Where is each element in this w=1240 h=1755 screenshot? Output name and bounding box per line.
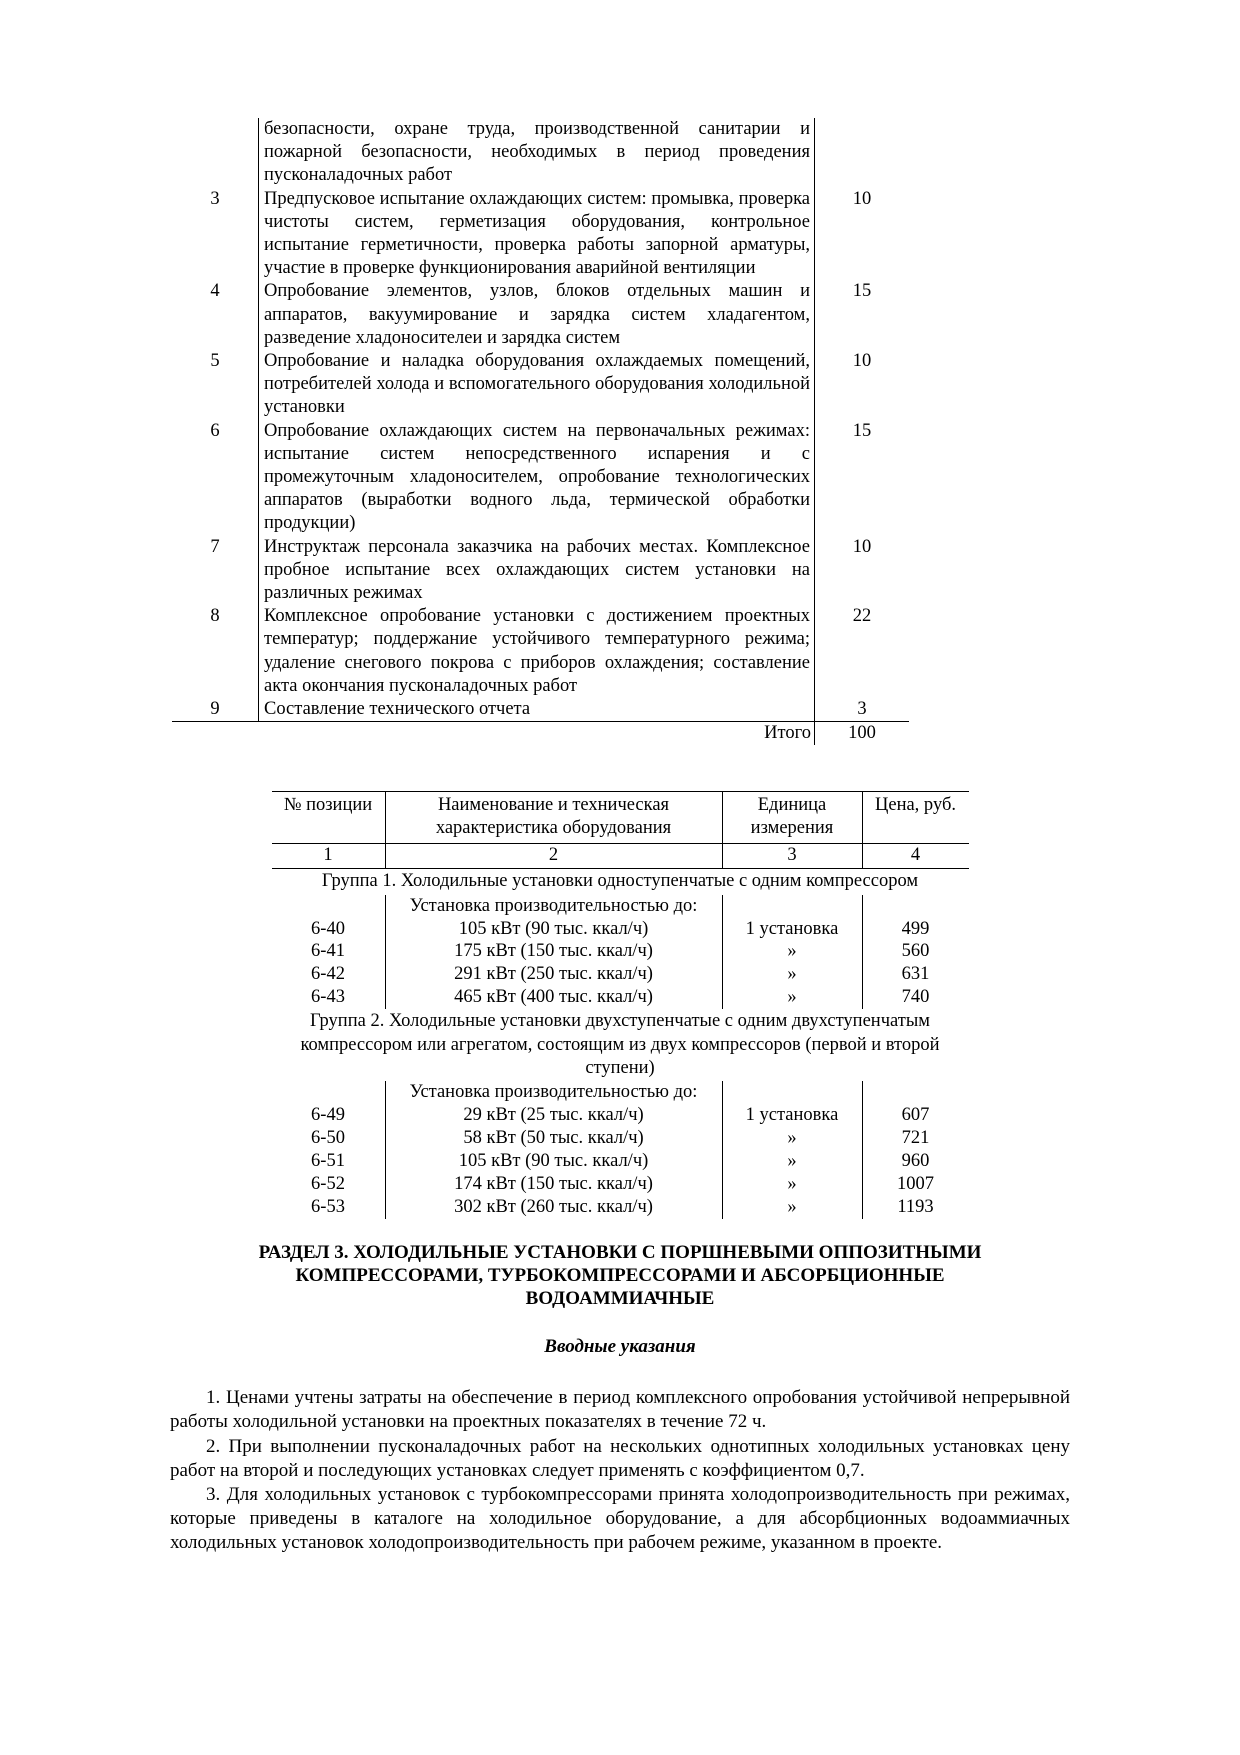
empty-cell xyxy=(272,895,386,918)
table2-header-row xyxy=(272,792,969,844)
table-row xyxy=(172,536,909,606)
column-number-1: 1 xyxy=(272,844,386,869)
equipment-name: 175 кВт (150 тыс. ккал/ч) xyxy=(385,940,722,963)
row-value xyxy=(815,118,910,188)
row-number: 3 xyxy=(172,188,259,281)
unit-of-measure: » xyxy=(722,1173,862,1196)
unit-of-measure: » xyxy=(722,986,862,1009)
position-code: 6-49 xyxy=(272,1104,386,1127)
table1-body xyxy=(172,118,909,745)
price-table-wrapper xyxy=(170,791,1070,1218)
row-description: Инструктаж персонала заказчика на рабочих местах. Комплексное пробное испытание всех охлаждающих систем установки на различных режимах xyxy=(259,536,815,606)
position-code: 6-50 xyxy=(272,1127,386,1150)
table-row xyxy=(272,963,969,986)
works-composition-table xyxy=(172,118,909,745)
row-number: 7 xyxy=(172,536,259,606)
price-value: 960 xyxy=(901,1150,930,1171)
equipment-name: 105 кВт (90 тыс. ккал/ч) xyxy=(385,1150,722,1173)
column-header-name: Наименование и техническая характеристика оборудования xyxy=(385,792,722,844)
table-row xyxy=(172,605,909,698)
empty-cell xyxy=(722,1081,862,1104)
position-code: 6-51 xyxy=(272,1150,386,1173)
group-title-row xyxy=(272,869,969,895)
table-row xyxy=(172,280,909,350)
row-description: Опробование охлаждающих систем на первоначальных режимах: испытание систем непосредственного испарения и с промежуточным хладоносителем, опробование технологических аппаратов (выработки водного льда, термической обработки продукции) xyxy=(259,420,815,536)
column-header-unit: Единица измерения xyxy=(722,792,862,844)
row-value: 3 xyxy=(815,698,910,722)
row-value: 10 xyxy=(852,351,872,372)
table-row xyxy=(272,1196,969,1219)
row-description: Предпусковое испытание охлаждающих систем: промывка, проверка чистоты систем, герметизация оборудования, контрольное испытание герметичности, проверка работы запорной арматуры, участие в проверке функционирования аварийной вентиляции xyxy=(259,188,815,281)
table2-body xyxy=(272,792,969,1219)
price-value: 631 xyxy=(901,964,930,985)
empty-cell xyxy=(272,1081,386,1104)
equipment-name: 29 кВт (25 тыс. ккал/ч) xyxy=(385,1104,722,1127)
row-number: 6 xyxy=(172,420,259,536)
price-value: 607 xyxy=(901,1105,930,1126)
section-subtitle: Вводные указания xyxy=(544,1336,696,1358)
row-number: 4 xyxy=(172,280,259,350)
equipment-name: 174 кВт (150 тыс. ккал/ч) xyxy=(385,1173,722,1196)
empty-cell xyxy=(862,1081,969,1104)
equipment-name: 291 кВт (250 тыс. ккал/ч) xyxy=(385,963,722,986)
section-title: РАЗДЕЛ 3. ХОЛОДИЛЬНЫЕ УСТАНОВКИ С ПОРШНЕВЫМИ ОППОЗИТНЫМИ КОМПРЕССОРАМИ, ТУРБОКОМПРЕССОРАМИ И АБСОРБЦИОННЫЕ ВОДОАММИАЧНЫЕ xyxy=(258,1241,982,1310)
position-code: 6-42 xyxy=(272,963,386,986)
table-row xyxy=(272,986,969,1009)
row-value: 10 xyxy=(852,536,872,557)
unit-of-measure: » xyxy=(722,1150,862,1173)
row-number: 8 xyxy=(172,605,259,698)
position-code: 6-53 xyxy=(272,1196,386,1219)
total-label: Итого xyxy=(259,722,815,746)
unit-of-measure: » xyxy=(722,1196,862,1219)
total-value: 100 xyxy=(848,723,876,744)
column-header-position: № позиции xyxy=(272,792,386,844)
unit-of-measure: » xyxy=(722,1127,862,1150)
price-value: 721 xyxy=(901,1128,930,1149)
page-content xyxy=(170,118,1070,1555)
group1-title: Группа 1. Холодильные установки одноступенчатые с одним компрессором xyxy=(321,871,919,892)
table-total-row xyxy=(172,722,909,746)
group1-subhead-row xyxy=(272,895,969,918)
table-row xyxy=(272,918,969,941)
price-value: 1007 xyxy=(897,1173,934,1194)
total-empty-cell xyxy=(172,722,259,746)
intro-paragraph-1: 1. Ценами учтены затраты на обеспечение в период комплексного опробования устойчивой непрерывной работы холодильной установки на проектных показателях в течение 72 ч. xyxy=(170,1387,1070,1433)
equipment-name: 465 кВт (400 тыс. ккал/ч) xyxy=(385,986,722,1009)
intro-paragraph-3: 3. Для холодильных установок с турбокомпрессорами принята холодопроизводительность при режимах, которые приведены в каталоге на холодильное оборудование, а для абсорбционных водоаммиачных холодильных установок холодопроизводительность при рабочем режиме, указанном в проекте. xyxy=(170,1483,1070,1554)
table-row xyxy=(172,698,909,722)
row-description: Составление технического отчета xyxy=(259,698,815,722)
equipment-price-table xyxy=(272,791,969,1218)
price-value: 560 xyxy=(901,941,930,962)
table-row xyxy=(172,118,909,188)
price-value: 740 xyxy=(901,987,930,1008)
group2-subhead: Установка производительностью до: xyxy=(385,1081,722,1104)
group1-subhead: Установка производительностью до: xyxy=(385,895,722,918)
row-value: 15 xyxy=(852,420,872,441)
column-number-2: 2 xyxy=(385,844,722,869)
row-description: безопасности, охране труда, производственной санитарии и пожарной безопасности, необходимых в период проведения пусконаладочных работ xyxy=(259,118,815,188)
table-row xyxy=(172,350,909,420)
unit-of-measure: » xyxy=(722,940,862,963)
table-row xyxy=(272,1127,969,1150)
equipment-name: 105 кВт (90 тыс. ккал/ч) xyxy=(385,918,722,941)
table-row xyxy=(172,420,909,536)
row-description: Опробование и наладка оборудования охлаждаемых помещений, потребителей холода и вспомогательного оборудования холодильной установки xyxy=(259,350,815,420)
row-description: Опробование элементов, узлов, блоков отдельных машин и аппаратов, вакуумирование и зарядка систем хладагентом, разведение хладоносителеи и зарядка систем xyxy=(259,280,815,350)
table-row xyxy=(272,1150,969,1173)
position-code: 6-52 xyxy=(272,1173,386,1196)
unit-of-measure: 1 установка xyxy=(722,1104,862,1127)
position-code: 6-43 xyxy=(272,986,386,1009)
row-value: 15 xyxy=(852,281,872,302)
empty-cell xyxy=(722,895,862,918)
unit-of-measure: » xyxy=(722,963,862,986)
table-row xyxy=(172,188,909,281)
group2-title: Группа 2. Холодильные установки двухступенчатые с одним двухступенчатым компрессором или агрегатом, состоящим из двух компрессоров (первой и второй ступени) xyxy=(300,1011,940,1078)
equipment-name: 302 кВт (260 тыс. ккал/ч) xyxy=(385,1196,722,1219)
row-description: Комплексное опробование установки с достижением проектных температур; поддержание устойчивого температурного режима; удаление снегового покрова с приборов охлаждения; составление акта окончания пусконаладочных работ xyxy=(259,605,815,698)
row-number xyxy=(172,118,259,188)
position-code: 6-41 xyxy=(272,940,386,963)
price-value: 499 xyxy=(901,918,930,939)
position-code: 6-40 xyxy=(272,918,386,941)
table-row xyxy=(272,1104,969,1127)
column-number-4: 4 xyxy=(862,844,969,869)
column-header-price: Цена, руб. xyxy=(862,792,969,844)
price-value: 1193 xyxy=(897,1196,934,1217)
intro-paragraph-2: 2. При выполнении пусконаладочных работ на нескольких однотипных холодильных установках цену работ на второй и последующих установках следует применять с коэффициентом 0,7. xyxy=(170,1435,1070,1481)
table-row xyxy=(272,940,969,963)
row-number: 5 xyxy=(172,350,259,420)
group-title-row xyxy=(272,1009,969,1081)
unit-of-measure: 1 установка xyxy=(722,918,862,941)
row-number: 9 xyxy=(172,698,259,722)
equipment-name: 58 кВт (50 тыс. ккал/ч) xyxy=(385,1127,722,1150)
group2-subhead-row xyxy=(272,1081,969,1104)
row-value: 10 xyxy=(852,188,872,209)
table-row xyxy=(272,1173,969,1196)
row-value: 22 xyxy=(852,606,872,627)
column-number-3: 3 xyxy=(722,844,862,869)
empty-cell xyxy=(862,895,969,918)
table2-column-numbers-row xyxy=(272,844,969,869)
